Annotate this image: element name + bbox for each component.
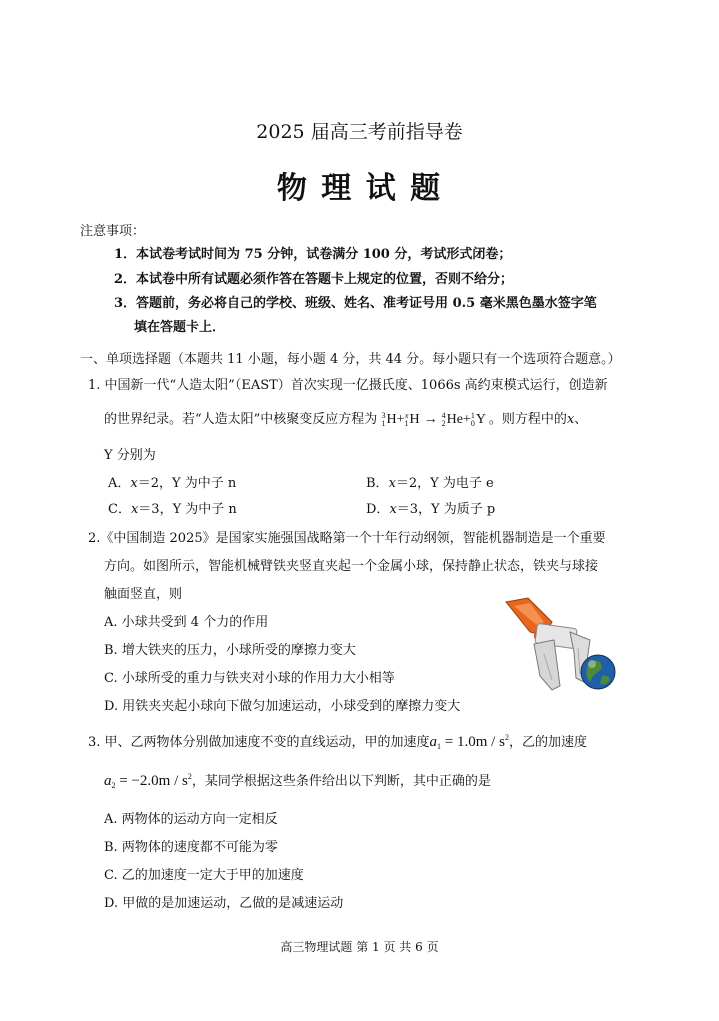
exam-title: 2025 届高三考前指导卷 <box>256 121 463 143</box>
q3-option-d[interactable]: D. 甲做的是加速运动，乙做的是减速运动 <box>104 896 344 911</box>
notice-item-3: 3．答题前，务必将自己的学校、班级、姓名、准考证号用 0.5 毫米黑色墨水签字笔 <box>114 296 597 311</box>
page-footer: 高三物理试题 第 1 页 共 6 页 <box>280 940 439 954</box>
reaction-arrow-icon: → <box>423 412 438 427</box>
q2-line1: 2.《中国制造 2025》是国家实施强国战略第一个十年行动纲领，智能机器制造是一个重要 <box>88 531 606 546</box>
he-isotope: 4 2 <box>441 410 446 428</box>
plus-sign: + <box>396 412 405 427</box>
fusion-equation: 3 1 H+ x 1 H → 4 2 He+ 1 0 Y <box>381 410 486 428</box>
q1-option-c[interactable]: C．x＝3，Y 为中子 n <box>108 502 237 517</box>
q2-option-c[interactable]: C. 小球所受的重力与铁夹对小球的作用力大小相等 <box>104 671 395 686</box>
notice-item-3-cont: 填在答题卡上． <box>134 320 226 335</box>
he-symbol: He <box>446 412 463 427</box>
q2-option-b[interactable]: B. 增大铁夹的压力，小球所受的摩擦力变大 <box>104 643 356 658</box>
robot-arm-gripper-image <box>494 596 616 698</box>
q2-line2: 方向。如图所示，智能机械臂铁夹竖直夹起一个金属小球，保持静止状态，铁夹与球接 <box>104 559 599 574</box>
a2-formula: $a_2 = -2.0m / s^2$ <box>104 772 192 790</box>
y-symbol: Y <box>475 412 486 427</box>
notice-heading: 注意事项： <box>80 224 146 239</box>
notice-item-1: 1．本试卷考试时间为 75 分钟，试卷满分 100 分，考试形式闭卷； <box>114 247 512 262</box>
q1-line2 <box>104 408 587 428</box>
q2-option-d[interactable]: D. 用铁夹夹起小球向下做匀加速运动，小球受到的摩擦力变大 <box>104 699 461 714</box>
h-symbol: H <box>409 412 420 427</box>
a1-formula: $a_1 = 1.0m / s^2$ <box>429 733 509 751</box>
h3-isotope: 3 1 <box>381 410 386 428</box>
y-isotope: 1 0 <box>470 410 475 428</box>
notice-item-2: 2．本试卷中所有试题必须作答在答题卡上规定的位置，否则不给分； <box>114 272 514 287</box>
q3-line2: $a_2 = -2.0m / s^2$，某同学根据这些条件给出以下判断，其中正确的是 <box>104 772 491 790</box>
q1-line2-end: 、 <box>574 412 588 427</box>
q3-option-b[interactable]: B. 两物体的速度都不可能为零 <box>104 840 278 855</box>
h3-symbol: H <box>386 412 397 427</box>
section-heading: 一、单项选择题（本题共 11 小题，每小题 4 分，共 44 分。每小题只有一个选项符合题意。） <box>80 352 621 367</box>
q2-line3: 触面竖直，则 <box>104 587 183 602</box>
h-isotope: x 1 <box>404 410 409 428</box>
q1-option-d[interactable]: D．x＝3，Y 为质子 p <box>366 502 496 517</box>
q3-line1: 3. 甲、乙两物体分别做加速度不变的直线运动，甲的加速度$a_1 = 1.0m / s^2$，乙的加速度 <box>88 733 587 751</box>
q2-option-a[interactable]: A. 小球共受到 4 个力的作用 <box>104 615 269 630</box>
q3-option-a[interactable]: A. 两物体的运动方向一定相反 <box>104 812 278 827</box>
q3-option-c[interactable]: C. 乙的加速度一定大于甲的加速度 <box>104 868 304 883</box>
q1-x-var: x <box>566 412 575 427</box>
q1-option-a[interactable]: A．x＝2，Y 为中子 n <box>108 476 237 491</box>
q1-line2-post: 。则方程中的 <box>488 412 567 427</box>
q1-option-b[interactable]: B．x＝2，Y 为电子 e <box>366 476 494 491</box>
subject-title: 物 理 试 题 <box>276 171 443 206</box>
q1-line3: Y 分别为 <box>104 448 156 463</box>
q1-line1: 1. 中国新一代“人造太阳”（EAST）首次实现一亿摄氏度、1066s 高约束模式运行，创造新 <box>88 378 608 393</box>
q1-line2-pre: 的世界纪录。若“人造太阳”中核聚变反应方程为 <box>104 412 378 427</box>
